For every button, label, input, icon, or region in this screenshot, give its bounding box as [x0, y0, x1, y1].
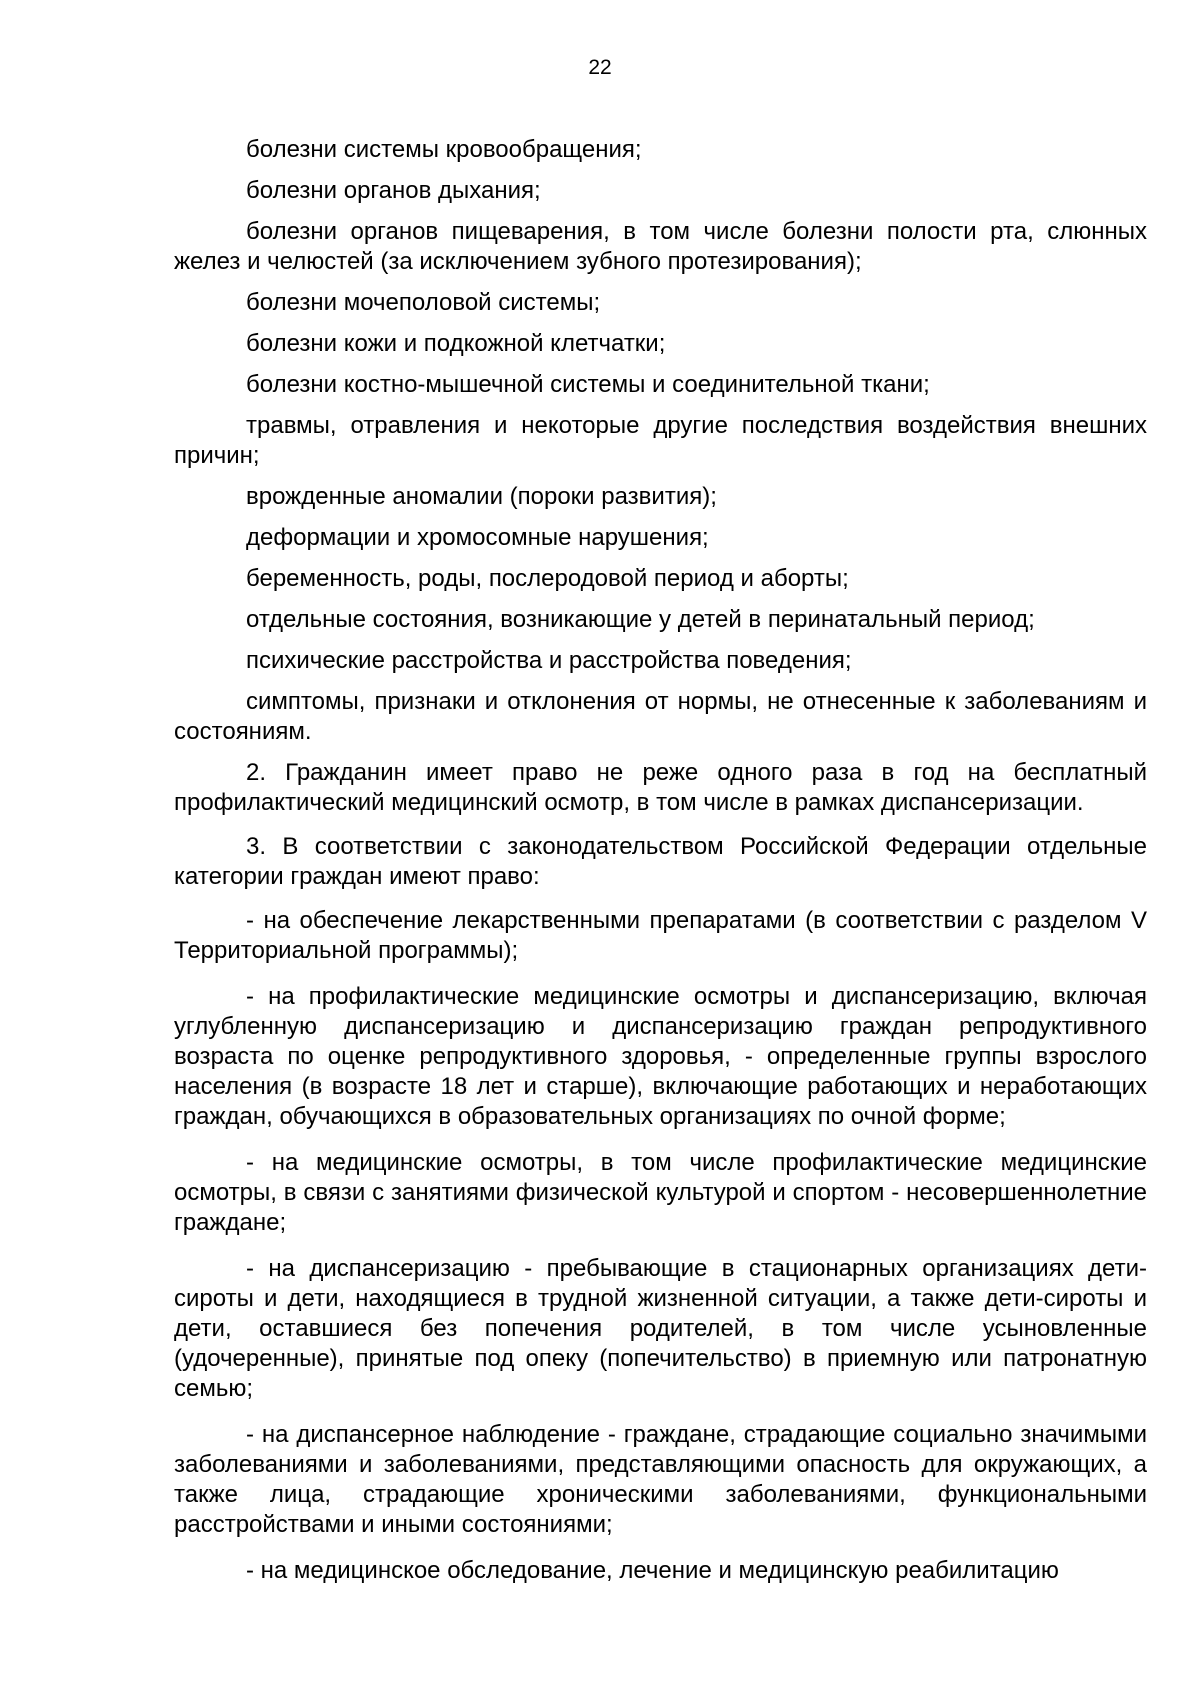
disease-list-item: врожденные аномалии (пороки развития);: [246, 483, 717, 510]
disease-list-item: травмы, отравления и некоторые другие последствия воздействия внешних причин;: [174, 412, 1147, 469]
disease-list-item: болезни системы кровообращения;: [246, 136, 642, 163]
rights-dash-item: - на профилактические медицинские осмотры и диспансеризацию, включая углубленную диспансеризацию и диспансеризацию граждан репродуктивного возраста по оценке репродуктивного здоровья, - определенные группы взрослого населения (в возрасте 18 лет и старше), включающие работающих и неработающих граждан, обучающихся в образовательных организациях по очной форме;: [174, 983, 1147, 1130]
disease-list-item: болезни органов дыхания;: [246, 177, 541, 204]
rights-dash-item: - на диспансеризацию - пребывающие в стационарных организациях дети-сироты и дети, находящиеся в трудной жизненной ситуации, а также дети-сироты и дети, оставшиеся без попечения родителей, в том числе усыновленные (удочеренные), принятые под опеку (попечительство) в приемную или патронатную семью;: [174, 1255, 1147, 1402]
rights-dash-item: - на медицинские осмотры, в том числе профилактические медицинские осмотры, в связи с занятиями физической культурой и спортом - несовершеннолетние граждане;: [174, 1149, 1147, 1236]
disease-list-item: болезни кожи и подкожной клетчатки;: [246, 330, 666, 357]
disease-list-item: болезни костно-мышечной системы и соединительной ткани;: [246, 371, 930, 398]
numbered-paragraph: 2. Гражданин имеет право не реже одного раза в год на бесплатный профилактический медицинский осмотр, в том числе в рамках диспансеризации.: [174, 759, 1147, 816]
page-number: 22: [588, 56, 612, 79]
disease-list-item: психические расстройства и расстройства поведения;: [246, 647, 852, 674]
disease-list-item: деформации и хромосомные нарушения;: [246, 524, 709, 551]
disease-list-item: симптомы, признаки и отклонения от нормы, не отнесенные к заболеваниям и состояниям.: [174, 688, 1147, 745]
rights-dash-item: - на обеспечение лекарственными препаратами (в соответствии с разделом V Территориальной программы);: [174, 907, 1147, 964]
numbered-paragraph: 3. В соответствии с законодательством Российской Федерации отдельные категории граждан имеют право:: [174, 833, 1147, 890]
disease-list-item: болезни мочеполовой системы;: [246, 289, 601, 316]
document-body: [174, 135, 1147, 1602]
rights-dash-item: - на медицинское обследование, лечение и медицинскую реабилитацию: [246, 1557, 1059, 1584]
disease-list-item: болезни органов пищеварения, в том числе болезни полости рта, слюнных желез и челюстей (за исключением зубного протезирования);: [174, 218, 1147, 275]
disease-list-item: беременность, роды, послеродовой период и аборты;: [246, 565, 849, 592]
rights-dash-item: - на диспансерное наблюдение - граждане, страдающие социально значимыми заболеваниями и заболеваниями, представляющими опасность для окружающих, а также лица, страдающие хроническими заболеваниями, функциональными расстройствами и иными состояниями;: [174, 1421, 1147, 1538]
disease-list-item: отдельные состояния, возникающие у детей в перинатальный период;: [246, 606, 1035, 633]
